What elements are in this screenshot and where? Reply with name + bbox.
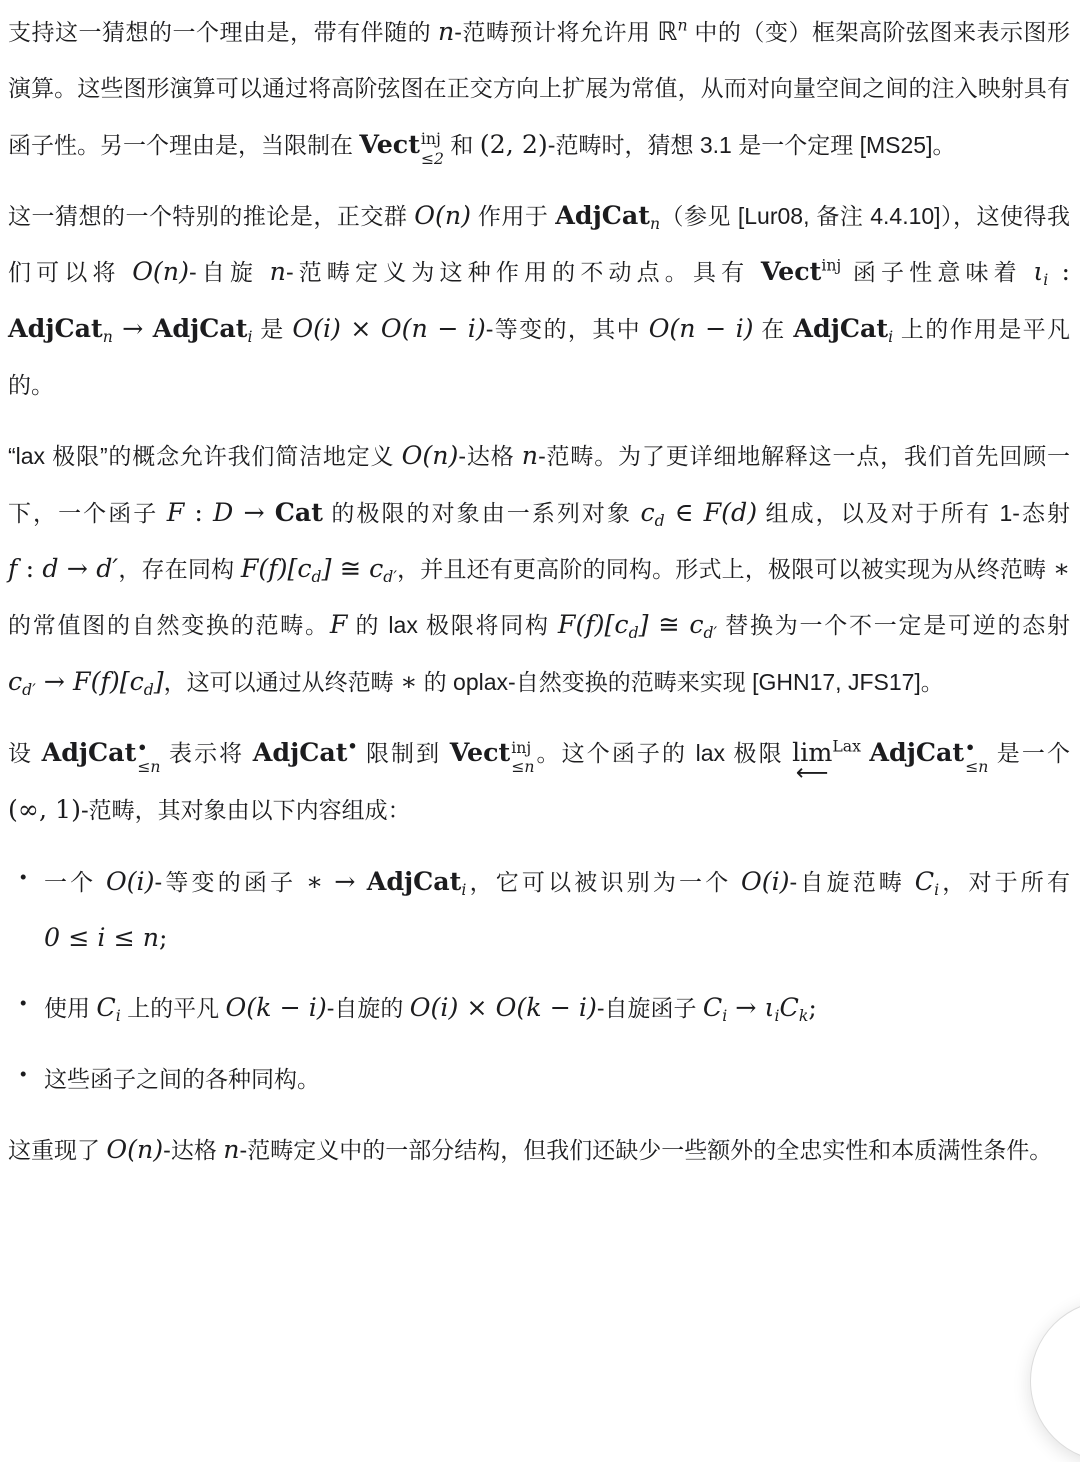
run-base: c — [297, 554, 312, 584]
run-base: O(n − i) — [648, 313, 754, 343]
lim-underarrow — [792, 738, 833, 787]
math-run — [96, 993, 121, 1026]
math-run — [270, 257, 286, 286]
run-base: AdjCat — [41, 737, 137, 768]
text-run — [8, 203, 414, 229]
math-run — [414, 201, 471, 230]
math-run — [129, 666, 154, 699]
run-base: n — [521, 441, 539, 471]
run-base: -等变的函子 — [154, 868, 306, 895]
run-base: -等变的，其中 — [485, 315, 649, 342]
run-base: ∗ → — [305, 866, 367, 896]
math-run — [649, 610, 690, 639]
run-base: O(k − i) — [225, 993, 327, 1023]
run-base: 是 — [252, 315, 293, 342]
run-base: -达格 — [458, 443, 522, 470]
run-base: F — [166, 497, 185, 527]
run-base: -范畴时，猜想 3.1 是一个定理 [MS25]。 — [547, 131, 956, 158]
text-run — [534, 740, 792, 766]
run-base: 。这个函子的 lax 极限 — [534, 740, 793, 767]
math-run — [689, 610, 718, 643]
run-base: -自旋函子 — [596, 995, 703, 1022]
math-run — [649, 314, 754, 343]
math-script: d′ — [22, 679, 36, 699]
math-script: ≤n — [511, 757, 535, 777]
bullet-marker-icon: • — [20, 992, 27, 1014]
run-base: : — [17, 554, 43, 584]
run-base: ι — [764, 993, 775, 1023]
run-base: 的 lax 极限将同构 — [347, 612, 558, 639]
run-base: 中的（变）框架高阶弦图来表示图形演算。这些图形演算可以通过将高阶弦图在正交方向上扩展为常值，从而对向量空间之间的注入映射具有函子性。另一个理由是，当限制在 — [8, 19, 1070, 158]
run-base: ，并且还有更高阶的同构。形式上，极限可以被实现为从终范畴 — [396, 556, 1053, 583]
run-base: 这一猜想的一个特别的推论是，正交群 — [8, 203, 415, 230]
run-base: C — [779, 993, 799, 1023]
math-run — [331, 554, 369, 583]
text-run — [417, 669, 944, 695]
text-run — [118, 556, 241, 582]
paragraph — [8, 725, 1070, 839]
run-base: (∞, 1) — [8, 795, 81, 825]
run-base: （参见 [Lur08, 备注 4.4.10]），这使得我们可以将 — [8, 203, 1071, 286]
run-base: “lax 极限”的概念允许我们简洁地定义 — [8, 443, 402, 470]
text-run — [44, 995, 96, 1021]
text-run — [988, 740, 1070, 766]
text-run — [471, 203, 555, 229]
run-base: c — [689, 610, 704, 640]
bullet-list — [8, 854, 1070, 1107]
text-run — [757, 500, 1070, 526]
math-run — [792, 736, 861, 787]
math-run — [555, 200, 661, 234]
run-base: ] — [153, 666, 164, 696]
text-run — [8, 1137, 106, 1163]
run-base: c — [640, 497, 655, 527]
bullet-marker-icon: • — [20, 865, 27, 887]
math-run — [44, 923, 159, 952]
math-run — [275, 498, 323, 527]
math-script: i — [1043, 270, 1049, 290]
run-base: ，对于所有 — [939, 868, 1070, 895]
run-base: 这重现了 — [8, 1137, 107, 1164]
run-base: O(n) — [401, 441, 459, 471]
text-run — [81, 797, 411, 823]
run-base: → — [112, 313, 153, 343]
math-script: i — [934, 879, 940, 899]
run-base: 一个 — [44, 868, 106, 895]
math-run — [8, 554, 17, 583]
text-run — [397, 556, 1053, 582]
run-base: ; — [159, 923, 168, 953]
text-run — [161, 740, 253, 766]
run-base: D — [213, 497, 234, 527]
text-run — [8, 740, 42, 766]
math-run — [1053, 554, 1070, 583]
run-base: c — [369, 554, 384, 584]
run-base: d′ — [96, 554, 119, 584]
text-run — [454, 19, 657, 45]
bullet-item — [8, 854, 1070, 967]
math-script: inj — [821, 255, 842, 275]
text-run — [44, 1066, 320, 1092]
math-run — [17, 554, 42, 583]
run-base: AdjCat — [8, 312, 103, 343]
run-base: -达格 — [163, 1137, 224, 1164]
run-base: AdjCat — [793, 312, 889, 343]
math-run — [793, 312, 894, 346]
math-script: i — [774, 1006, 780, 1026]
run-base: AdjCat — [152, 312, 248, 343]
run-base: ，存在同构 — [118, 556, 241, 583]
run-base: : — [184, 497, 214, 527]
math-run — [614, 610, 639, 643]
text-run — [44, 869, 106, 895]
math-run — [106, 1135, 163, 1164]
run-base: ，这可以通过从终范畴 — [163, 668, 401, 695]
math-script: k — [798, 1006, 809, 1026]
run-base: 表示将 — [160, 740, 253, 767]
math-run — [640, 497, 665, 530]
text-run — [8, 443, 402, 469]
text-run — [155, 869, 306, 895]
bullet-item — [8, 1051, 1070, 1107]
math-run — [213, 498, 233, 527]
run-base: Cat — [274, 496, 323, 527]
bullet-item — [8, 980, 1070, 1036]
math-run — [558, 610, 615, 639]
math-run — [639, 610, 649, 639]
math-run — [402, 441, 459, 470]
math-run — [359, 128, 444, 168]
run-base: F(d) — [703, 497, 758, 527]
math-run — [8, 666, 36, 699]
math-script: n — [102, 326, 113, 346]
run-base: ℝ — [657, 17, 678, 46]
run-base: → — [233, 497, 275, 527]
math-run — [106, 867, 155, 896]
run-base: 支持这一猜想的一个理由是，带有伴随的 — [8, 19, 438, 45]
text-run — [357, 740, 449, 766]
paragraph — [8, 428, 1070, 710]
run-base: 的 oplax-自然变换的范畴来实现 [GHN17, JFS17]。 — [417, 668, 944, 695]
run-base: O(n) — [106, 1135, 164, 1165]
run-base: AdjCat — [555, 200, 650, 231]
text-run — [327, 995, 410, 1021]
run-base: O(n) — [414, 201, 472, 231]
run-base: -范畴预计将允许用 — [454, 19, 658, 45]
math-run — [366, 865, 467, 899]
run-base: Vect — [449, 737, 511, 768]
run-base: ∈ — [664, 497, 704, 527]
run-base: O(i) × O(n − i) — [292, 313, 486, 343]
run-base: 的常值图的自然变换的范畴。 — [8, 612, 330, 639]
run-base: C — [96, 993, 116, 1023]
math-run — [132, 257, 189, 286]
text-run — [240, 1137, 1053, 1163]
math-run — [154, 667, 164, 696]
run-base: d — [42, 554, 59, 584]
text-run — [790, 869, 915, 895]
run-base: -范畴。为了更详细地解释这一点，我们首先回顾一下，一个函子 — [8, 443, 1070, 526]
math-run — [42, 554, 58, 583]
run-base: Vect — [359, 128, 420, 159]
text-run — [754, 316, 794, 342]
left-arrow-icon: ⟵ — [795, 760, 829, 787]
math-script: d — [654, 510, 665, 530]
run-base: AdjCat — [252, 737, 348, 768]
math-script: d′ — [383, 567, 397, 587]
run-base: -范畴定义为这种作用的不动点。具有 — [285, 259, 761, 286]
run-base: → — [58, 554, 97, 584]
run-base: O(n) — [132, 257, 189, 287]
math-run — [779, 993, 809, 1026]
bullet-marker-icon: • — [20, 1062, 27, 1084]
math-run — [1033, 257, 1049, 290]
run-base: AdjCat — [366, 865, 462, 896]
math-run — [59, 554, 97, 583]
math-run — [241, 554, 298, 583]
run-base: 组成，以及对于所有 1-态射 — [757, 499, 1071, 526]
text-run — [841, 259, 1033, 285]
text-run — [444, 132, 480, 158]
run-base: 和 — [444, 131, 480, 158]
text-run — [121, 995, 226, 1021]
run-base: ; — [808, 993, 817, 1023]
math-script: d — [311, 567, 322, 587]
run-base: c — [8, 666, 23, 696]
math-script: i — [888, 326, 894, 346]
run-base: 在 — [753, 315, 794, 342]
run-base: -自旋范畴 — [789, 868, 915, 895]
math-run — [36, 667, 73, 696]
stacked-scripts — [421, 129, 444, 168]
run-base: 上的平凡 — [120, 995, 226, 1022]
math-script: i — [461, 879, 467, 899]
run-base: n — [223, 1135, 240, 1165]
run-base: c — [614, 610, 629, 640]
math-run — [438, 17, 454, 46]
text-run — [717, 612, 1070, 638]
run-base: c — [129, 666, 144, 696]
run-base: ≅ — [648, 610, 690, 640]
run-base: → — [35, 666, 74, 696]
math-run — [322, 554, 332, 583]
run-base: O(i) — [105, 866, 155, 896]
run-base: 的极限的对象由一系列对象 — [322, 499, 641, 526]
run-base: 限制到 — [357, 740, 450, 767]
stacked-scripts — [137, 738, 160, 777]
text-run — [548, 132, 956, 158]
run-base: F — [329, 610, 348, 640]
run-base: O(i) — [740, 866, 790, 896]
math-run — [8, 312, 113, 346]
run-base: ，它可以被识别为一个 — [466, 868, 741, 895]
text-run — [286, 259, 761, 285]
math-run — [41, 737, 161, 777]
run-base: 替换为一个不一定是可逆的态射 — [717, 612, 1071, 639]
math-script: d — [143, 679, 154, 699]
math-run — [159, 923, 168, 952]
run-base: -自旋 — [188, 259, 270, 286]
math-run — [522, 441, 538, 470]
math-run — [761, 257, 841, 286]
math-script: inj — [511, 737, 532, 757]
math-run — [657, 17, 687, 46]
text-run — [8, 19, 438, 45]
math-script: i — [247, 326, 253, 346]
run-base: 上的作用是平凡的。 — [8, 315, 1071, 399]
math-run — [1048, 257, 1070, 286]
run-base: C — [702, 993, 723, 1023]
run-base: (2, 2) — [479, 129, 548, 159]
stacked-scripts — [511, 738, 534, 777]
run-base: 这些函子之间的各种同构。 — [44, 1065, 320, 1092]
math-run — [152, 312, 253, 346]
math-script: n — [649, 214, 661, 234]
run-base: 设 — [8, 740, 42, 767]
math-run — [704, 498, 757, 527]
math-run — [808, 993, 817, 1022]
paragraph — [8, 1122, 1070, 1178]
text-run — [163, 1137, 223, 1163]
text-run — [252, 316, 292, 342]
math-script: i — [115, 1006, 121, 1026]
math-run — [369, 554, 397, 587]
math-script: • — [137, 737, 148, 757]
math-run — [184, 498, 213, 527]
math-run — [297, 554, 322, 587]
run-base: Vect — [760, 256, 822, 287]
run-base: ] — [638, 610, 649, 640]
math-script: d′ — [703, 623, 718, 643]
run-base: F(f)[ — [240, 554, 298, 584]
math-run — [400, 667, 417, 696]
text-run — [486, 316, 649, 342]
run-base: n — [437, 17, 455, 46]
math-run — [233, 498, 274, 527]
math-run — [226, 993, 327, 1022]
text-run — [323, 500, 641, 526]
run-base: 使用 — [44, 995, 97, 1022]
math-run — [702, 993, 728, 1026]
run-base: 是一个 — [988, 740, 1070, 767]
floating-action-button[interactable] — [1030, 1300, 1080, 1462]
run-base: -范畴定义中的一部分结构，但我们还缺少一些额外的全忠实性和本质满性条件。 — [239, 1137, 1053, 1164]
run-base: 函子性意味着 — [841, 259, 1034, 286]
stacked-scripts — [965, 738, 988, 777]
text-run — [597, 995, 703, 1021]
text-run — [458, 443, 521, 469]
run-base: ≅ — [331, 554, 370, 584]
run-base: 作用于 — [471, 203, 556, 230]
math-run — [8, 795, 81, 824]
text-run — [466, 869, 741, 895]
run-base: → — [727, 993, 765, 1023]
math-run — [741, 867, 790, 896]
run-base: 0 ≤ i ≤ n — [44, 923, 160, 953]
math-run — [665, 498, 704, 527]
math-script: inj — [420, 129, 441, 149]
math-run — [914, 866, 940, 899]
math-run — [330, 610, 348, 639]
math-run — [869, 737, 989, 777]
math-run — [223, 1135, 239, 1164]
math-run — [306, 867, 367, 896]
run-base: F(f)[ — [557, 610, 615, 640]
text-run — [347, 612, 558, 638]
math-run — [253, 738, 358, 767]
run-base: -自旋的 — [326, 995, 410, 1022]
run-base: ∗ — [400, 666, 418, 696]
run-base: AdjCat — [869, 737, 965, 768]
text-run — [164, 669, 400, 695]
paragraph — [8, 4, 1070, 173]
math-script: ≤n — [965, 757, 989, 777]
run-base: f — [8, 554, 18, 584]
lim-word: lim — [792, 738, 833, 768]
math-script: n — [677, 15, 688, 35]
math-script: • — [965, 737, 976, 757]
math-run — [96, 554, 118, 583]
math-script: • — [347, 736, 358, 756]
math-run — [410, 993, 597, 1022]
run-base: -范畴，其对象由以下内容组成： — [81, 797, 411, 824]
run-base: : — [1048, 257, 1071, 287]
math-run — [73, 667, 130, 696]
run-base: C — [914, 866, 935, 896]
math-script: i — [722, 1006, 728, 1026]
run-base: F(f)[ — [73, 666, 130, 696]
paragraph — [8, 188, 1070, 413]
math-run — [764, 993, 780, 1026]
run-base: ι — [1033, 257, 1044, 287]
math-run — [167, 498, 185, 527]
math-script: ≤n — [137, 757, 161, 777]
math-run — [727, 993, 764, 1022]
math-script: d — [628, 623, 639, 643]
run-base: n — [269, 257, 286, 287]
math-run — [113, 314, 153, 343]
text-run — [189, 259, 270, 285]
math-run — [480, 130, 548, 159]
run-base: ] — [321, 554, 332, 584]
math-script: ≤2 — [420, 148, 444, 168]
math-run — [292, 314, 485, 343]
math-script: Lax — [832, 736, 861, 756]
run-base: O(i) × O(k − i) — [409, 993, 597, 1023]
run-base: ∗ — [1052, 554, 1071, 584]
math-run — [449, 737, 535, 777]
text-run — [8, 612, 330, 638]
text-run — [939, 869, 1070, 895]
